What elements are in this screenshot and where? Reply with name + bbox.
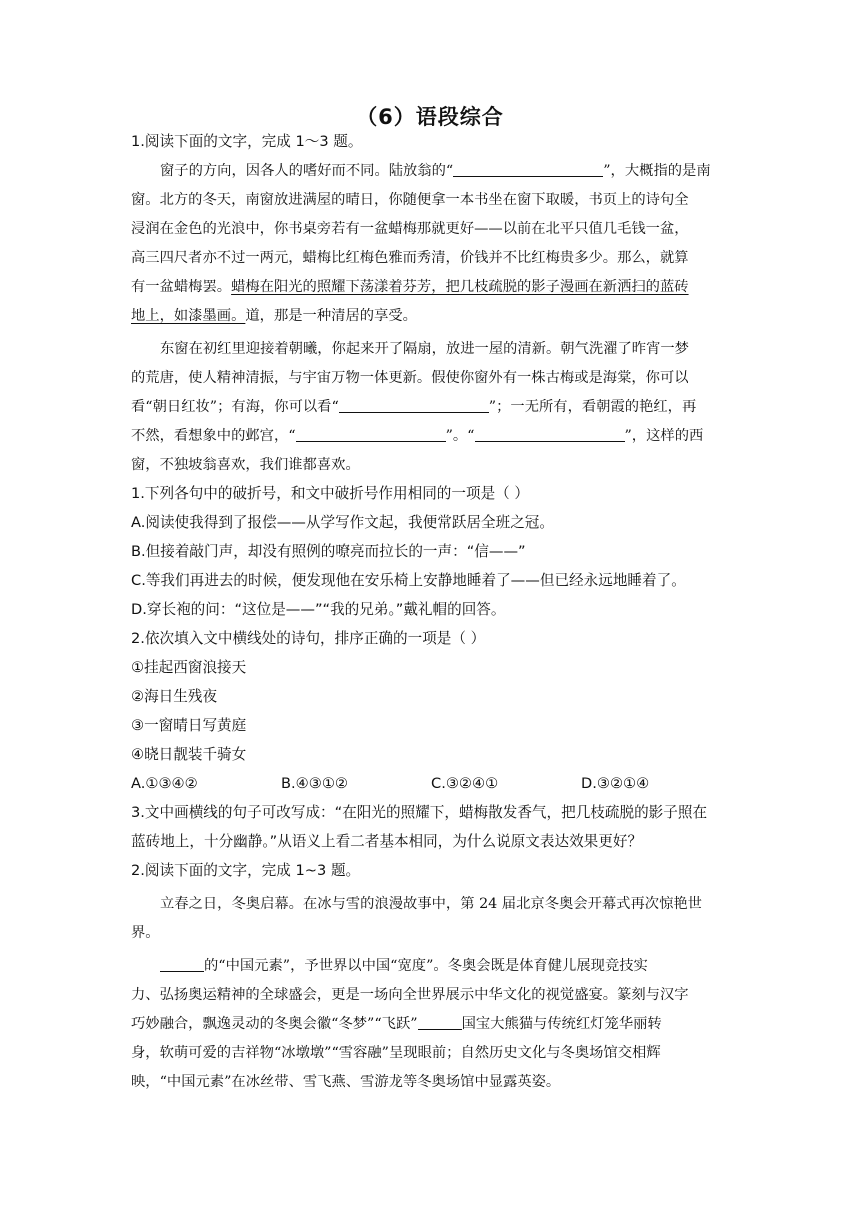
- passage-2-line: 巧妙融合，飘逸灵动的冬奥会徽“冬梦”“飞跃” 国宝大熊猫与传统红灯笼华丽转: [131, 1016, 662, 1032]
- question-1-option-b: B.但接着敲门声，却没有照例的嘹亮而拉长的一声：“信——”: [131, 543, 526, 560]
- question-3: 3.文中画横线的句子可改写成：“在阳光的照耀下，蜡梅散发香气，把几枝疏脱的影子照在: [131, 804, 708, 821]
- passage-2-line: 的“中国元素”，予世界以中国“宽度”。冬奥会既是体育健儿展现竞技实: [160, 955, 730, 977]
- question-1: 1.下列各句中的破折号，和文中破折号作用相同的一项是（ ）: [131, 485, 530, 502]
- passage-1-line: 高三四尺者亦不过一两元，蜡梅比红梅色雅而秀清，价钱并不比红梅贵多少。那么，就算: [131, 250, 689, 266]
- passage-1-line: 窗，不独坡翁喜欢，我们谁都喜欢。: [131, 457, 360, 473]
- question-2-option-d: D.③②①④: [581, 775, 650, 792]
- section-1-heading: 1.阅读下面的文字，完成 1～3 题。: [131, 133, 363, 150]
- question-2-option-b: B.④③①②: [281, 775, 348, 792]
- passage-2-line: 身，软萌可爱的吉祥物“冰墩墩”“雪容融”呈现眼前；自然历史文化与冬奥场馆交相辉: [131, 1045, 661, 1061]
- passage-1-line: 有一盆蜡梅罢。蜡梅在阳光的照耀下荡漾着芬芳，把几枝疏脱的影子漫画在新洒扫的蓝砖: [131, 279, 689, 295]
- passage-2-line: 力、弘扬奥运精神的全球盛会，更是一场向全世界展示中华文化的视觉盛宴。篆刻与汉字: [131, 987, 689, 1003]
- answer-blank: [160, 957, 204, 972]
- passage-1-line: 不然，看想象中的邺宫，“ ”。“ ”，这样的西: [131, 428, 704, 444]
- passage-1-line: 东窗在初红里迎接着朝曦，你起来开了隔扇，放进一屋的清新。朝气洗濯了昨宵一梦: [160, 341, 689, 357]
- passage-1-line: 的荒唐，使人精神清振，与宇宙万物一体更新。假使你窗外有一株古梅或是海棠，你可以: [131, 370, 689, 386]
- answer-blank: [453, 162, 603, 177]
- answer-blank: [418, 1015, 462, 1030]
- passage-1-line: 窗子的方向，因各人的嗜好而不同。陆放翁的“ ”，大概指的是南: [160, 163, 711, 179]
- question-2-item: ②海日生残夜: [131, 688, 218, 705]
- passage-1-line: 浸润在金色的光浪中，你书桌旁若有一盆蜡梅那就更好——以前在北平只值几毛钱一盆，: [131, 221, 689, 237]
- page-title: （6）语段综合: [356, 105, 504, 129]
- question-1-option-c: C.等我们再进去的时候，便发现他在安乐椅上安静地睡着了——但已经永远地睡着了。: [131, 572, 686, 589]
- section-2-heading: 2.阅读下面的文字，完成 1~3 题。: [131, 862, 361, 879]
- passage-1-line: 看“朝日红妆”；有海，你可以看“ ”；一无所有，看朝霞的艳红，再: [131, 399, 697, 415]
- question-2-item: ④晓日靓装千骑女: [131, 746, 247, 763]
- passage-2-line: 界。: [131, 925, 160, 941]
- answer-blank: [296, 427, 446, 442]
- question-2: 2.依次填入文中横线处的诗句，排序正确的一项是（ ）: [131, 630, 486, 647]
- question-2-item: ①挂起西窗浪接天: [131, 659, 247, 676]
- question-3: 蓝砖地上，十分幽静。”从语义上看二者基本相同，为什么说原文表达效果更好？: [131, 833, 643, 850]
- answer-blank: [339, 398, 489, 413]
- passage-2-line: 立春之日，冬奥启幕。在冰与雪的浪漫故事中，第 24 届北京冬奥会开幕式再次惊艳世: [160, 896, 702, 912]
- question-1-option-d: D.穿长袍的问：“这位是——”“我的兄弟。”戴礼帽的回答。: [131, 601, 506, 618]
- underlined-sentence: 地上，如漆墨画。: [131, 308, 246, 324]
- question-2-option-a: A.①③④②: [131, 775, 198, 792]
- passage-1-line: 地上，如漆墨画。道，那是一种清居的享受。: [131, 308, 417, 324]
- question-2-option-c: C.③②④①: [431, 775, 499, 792]
- passage-2-line: 映，“中国元素”在冰丝带、雪飞燕、雪游龙等冬奥场馆中显露英姿。: [131, 1074, 561, 1090]
- question-2-item: ③一窗晴日写黄庭: [131, 717, 247, 734]
- passage-1-line: 窗。北方的冬天，南窗放进满屋的晴日，你随便拿一本书坐在窗下取暖，书页上的诗句全: [131, 192, 689, 208]
- question-1-option-a: A.阅读使我得到了报偿——从学写作文起，我便常跃居全班之冠。: [131, 514, 554, 531]
- underlined-sentence: 蜡梅在阳光的照耀下荡漾着芬芳，把几枝疏脱的影子漫画在新洒扫的蓝砖: [231, 279, 689, 295]
- answer-blank: [475, 427, 625, 442]
